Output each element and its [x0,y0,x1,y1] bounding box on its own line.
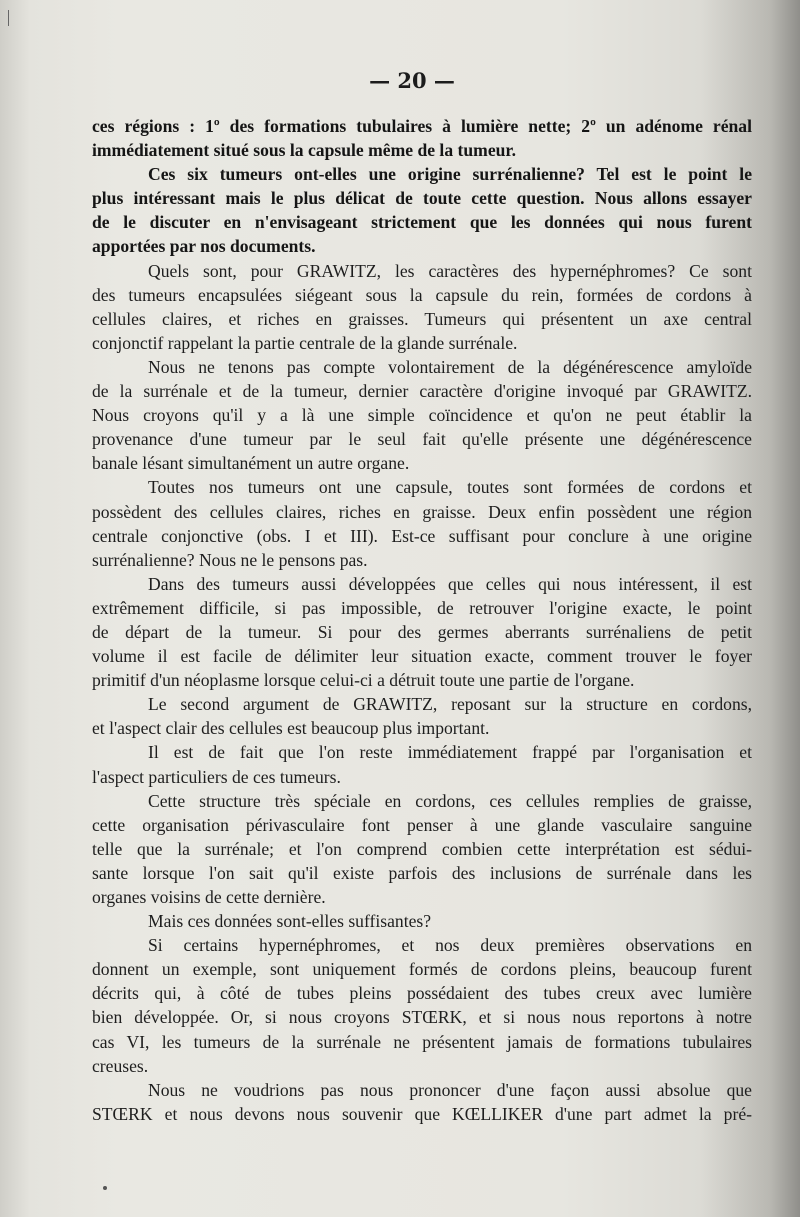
text-line: des tumeurs encapsulées siégeant sous la capsule du rein, formées de cordons à [92,284,752,305]
text-line: apportées par nos documents. [92,236,316,257]
text-line: extrêmement difficile, si pas impossible, de retrouver l'origine exacte, le point [92,597,752,618]
text-line: Nous croyons qu'il y a là une simple coïncidence et qu'on ne peut établir la [92,405,752,426]
text-line: de le discuter en n'envisageant strictement que les données qui nous furent [92,212,752,233]
text-line: creuses. [92,1055,149,1076]
text-line: immédiatement situé sous la capsule même de la tumeur. [92,140,517,161]
text-line: Mais ces données sont-elles suffisantes? [148,911,432,932]
text-line: telle que la surrénale; et l'on comprend combien cette interprétation est sédui- [92,838,752,859]
text-line: de la surrénale et de la tumeur, dernier caractère d'origine invoqué par GRAWITZ. [92,381,752,402]
text-line: Dans des tumeurs aussi développées que celles qui nous intéressent, il est [148,573,752,594]
text-line: banale lésant simultanément un autre organe. [92,453,410,474]
text-line: possèdent des cellules claires, riches en graisse. Deux enfin possèdent une région [92,501,752,522]
text-line: Le second argument de GRAWITZ, reposant sur la structure en cordons, [148,694,752,715]
text-line: Ces six tumeurs ont-elles une origine surrénalienne? Tel est le point le [148,164,752,185]
text-line: primitif d'un néoplasme lorsque celui-ci a détruit toute une partie de l'organe. [92,670,635,691]
text-line: sante lorsque l'on sait qu'il existe parfois des inclusions de surrénale dans les [92,862,752,883]
text-line: Cette structure très spéciale en cordons, ces cellules remplies de graisse, [148,790,752,811]
text-line: conjonctif rappelant la partie centrale de la glande surrénale. [92,332,518,353]
text-line: décrits qui, à côté de tubes pleins possédaient des tubes creux avec lumière [92,983,752,1004]
text-line: Toutes nos tumeurs ont une capsule, toutes sont formées de cordons et [148,477,752,498]
text-line: ces régions : 1º des formations tubulaires à lumière nette; 2º un adénome rénal [92,116,752,136]
ink-speck [103,1186,107,1190]
text-line: donnent un exemple, sont uniquement formés de cordons pleins, beaucoup furent [92,959,752,980]
text-line: bien développée. Or, si nous croyons STŒRK, et si nous nous reportons à notre [92,1007,752,1028]
text-line: Nous ne tenons pas compte volontairement de la dégénérescence amyloïde [148,356,752,377]
text-line: Quels sont, pour GRAWITZ, les caractères des hypernéphromes? Ce sont [148,260,752,281]
text-line: Si certains hypernéphromes, et nos deux premières observations en [148,935,752,956]
text-line: de départ de la tumeur. Si pour des germes aberrants surrénaliens de petit [92,621,752,642]
text-line: plus intéressant mais le plus délicat de toute cette question. Nous allons essayer [92,188,752,209]
text-line: l'aspect particuliers de ces tumeurs. [92,766,341,787]
page-edge-mark [8,10,9,26]
text-line: centrale conjonctive (obs. I et III). Est-ce suffisant pour conclure à une origine [92,525,752,546]
text-line: provenance d'une tumeur par le seul fait qu'elle présente une dégénérescence [92,429,752,450]
text-line: volume il est facile de délimiter leur situation exacte, comment trouver le foyer [92,646,752,667]
text-line: cette organisation périvasculaire font penser à une glande vasculaire sanguine [92,814,752,835]
text-line: surrénalienne? Nous ne le pensons pas. [92,549,368,570]
text-line: cas VI, les tumeurs de la surrénale ne présentent jamais de formations tubulaires [92,1031,752,1052]
text-line: cellules claires, et riches en graisses. Tumeurs qui présentent un axe central [92,308,752,329]
text-line: Il est de fait que l'on reste immédiatement frappé par l'organisation et [148,742,752,763]
text-line: Nous ne voudrions pas nous prononcer d'une façon aussi absolue que [148,1079,752,1100]
page-number: — 20 — [369,68,455,93]
body-text [92,114,752,1126]
text-line: organes voisins de cette dernière. [92,887,326,907]
text-line: et l'aspect clair des cellules est beaucoup plus important. [92,718,490,739]
text-line: STŒRK et nous devons nous souvenir que KŒLLIKER d'une part admet la pré- [92,1103,752,1124]
